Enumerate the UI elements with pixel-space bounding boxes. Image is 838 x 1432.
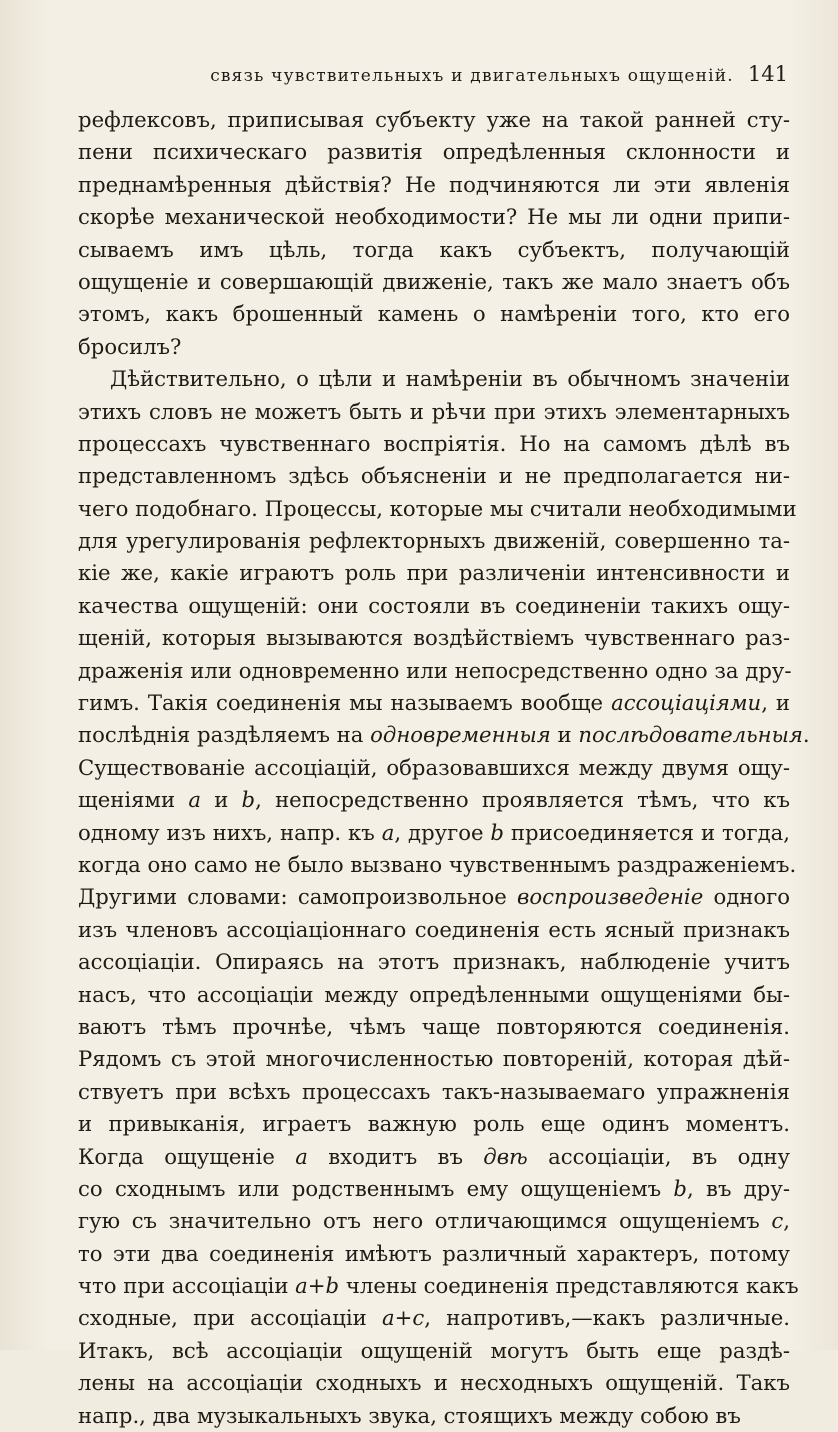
text-line [78,136,790,168]
text-segment: ощущеніе и совершающій движеніе, такъ же мало знаетъ объ [78,268,790,294]
text-line [78,1302,790,1334]
text-line [78,946,790,978]
italic-term: b [241,787,256,813]
text-line [78,104,790,136]
text-line [78,881,790,913]
italic-term: b [673,1175,687,1201]
text-segment: кіе же, какіе играютъ роль при различеніи интенсивности и [78,560,790,586]
text-segment: входитъ въ [307,1143,484,1169]
text-line [78,525,790,557]
text-segment: качества ощущеній: они состояли въ соединеніи такихъ ощу- [78,592,790,618]
text-segment: , [783,1208,790,1234]
text-segment: представленномъ здѣсь объясненіи и не предполагается ни- [78,463,790,489]
text-line [78,1367,790,1399]
text-line [78,1400,790,1432]
italic-term: a [188,787,201,813]
text-segment: что при ассоціаціи [78,1273,296,1299]
text-line [78,331,790,363]
italic-term: b [490,819,504,845]
text-line [78,655,790,687]
text-line [78,428,790,460]
text-line [78,1011,790,1043]
text-line [78,979,790,1011]
text-line [78,1270,799,1302]
text-line [78,914,790,946]
running-title: связь чувствительныхъ и двигательныхъ ощущеній. [210,66,734,86]
text-segment: Существованіе ассоціацій, образовавшихся между двумя ощу- [78,754,790,780]
text-segment: насъ, что ассоціаціи между опредѣленными ощущеніями бы- [78,981,790,1007]
text-line [78,557,790,589]
italic-term: двѣ [483,1143,528,1169]
text-segment: одного [703,884,790,910]
text-segment: послѣднія раздѣляемъ на [78,722,371,748]
text-segment: для урегулированія рефлекторныхъ движеній, совершенно та- [78,528,790,554]
text-segment: драженія или одновременно или непосредственно одно за дру- [78,657,792,683]
text-line [78,817,790,849]
text-segment: напр., два музыкальныхъ звука, стоящихъ между собою въ [78,1402,741,1428]
italic-term: a [295,1143,308,1169]
text-line [78,169,790,201]
italic-term: a [381,819,395,845]
text-segment: , другое [394,819,491,845]
text-segment: преднамѣренныя дѣйствія? Не подчиняются ли эти явленія [78,171,790,197]
text-segment: , напротивъ,—какъ различные. [424,1305,790,1331]
text-segment: , въ дру- [686,1175,790,1201]
text-segment: пени психическаго развитія опредѣленныя склонности и [78,139,790,165]
italic-term: c [771,1208,784,1234]
text-line [78,1141,790,1173]
text-segment: . [802,722,810,748]
text-line [78,1335,790,1367]
text-line [78,493,797,525]
text-line [78,849,797,881]
text-line [78,266,790,298]
text-line [78,752,790,784]
italic-term: a+c [382,1305,425,1331]
text-segment: гимъ. Такія соединенія мы называемъ вообще [78,690,612,716]
text-segment: одному изъ нихъ, напр. къ [78,819,382,845]
text-segment: , и [761,690,790,716]
italic-term: одновременныя [370,722,551,748]
text-line [78,1043,790,1075]
text-segment: щеній, которыя вызываются воздѣйствіемъ чувственнаго раз- [78,625,790,651]
text-segment: присоединяется и тогда, [504,819,790,845]
italic-term: воспроизведеніе [517,884,704,910]
text-segment: изъ членовъ ассоціаціоннаго соединенія есть ясный признакъ [78,916,790,942]
text-line [78,719,810,751]
text-segment: и привыканія, играетъ важную роль еще одинъ моментъ. [78,1111,790,1137]
italic-term: a+b [295,1273,340,1299]
text-segment: Итакъ, всѣ ассоціаціи ощущеній могутъ быть еще раздѣ- [78,1337,790,1363]
text-segment: этомъ, какъ брошенный камень о намѣреніи того, кто его [78,301,790,327]
text-segment: члены соединенія представляются какъ [339,1273,799,1299]
text-segment: Другими словами: самопроизвольное [78,884,518,910]
text-segment: ваютъ тѣмъ прочнѣе, чѣмъ чаще повторяются соединенія. [78,1013,790,1039]
text-line [78,784,790,816]
text-segment: и [550,722,579,748]
text-segment: сходные, при ассоціаціи [78,1305,382,1331]
text-segment: Дѣйствительно, о цѣли и намѣреніи въ обычномъ значеніи [110,366,790,392]
text-line [78,1205,790,1237]
text-line [78,298,790,330]
text-line [78,687,790,719]
text-segment: этихъ словъ не можетъ быть и рѣчи при этихъ элементарныхъ [78,398,790,424]
text-line [78,1108,790,1140]
text-segment: бросилъ? [78,333,182,359]
text-segment: скорѣе механической необходимости? Не мы ли одни припи- [78,204,790,230]
text-segment: ствуетъ при всѣхъ процессахъ такъ-называемаго упражненія [78,1078,790,1104]
text-segment: процессахъ чувственнаго воспріятія. Но на самомъ дѣлѣ въ [78,430,790,456]
italic-term: ассоціаціями [611,690,762,716]
text-line [78,1238,790,1270]
text-segment: щеніями [78,787,189,813]
text-segment: , непосредственно проявляется тѣмъ, что къ [255,787,790,813]
text-segment: рефлексовъ, приписывая субъекту уже на такой ранней сту- [78,107,790,132]
text-segment: лены на ассоціаціи сходныхъ и несходныхъ ощущеній. Такъ [78,1370,790,1396]
text-segment: ассоціаціи. Опираясь на этотъ признакъ, наблюденіе учитъ [78,949,790,975]
page-number: 141 [747,62,788,86]
text-segment: ассоціаціи, въ одну [527,1143,790,1169]
body-text [78,104,810,1432]
text-line [78,622,790,654]
text-segment: гую съ значительно отъ него отличающимся ощущеніемъ [78,1208,772,1234]
text-line [78,201,790,233]
text-segment: когда оно само не было вызвано чувственнымъ раздраженіемъ. [78,851,797,877]
italic-term: послѣдовательныя [578,722,803,748]
text-segment: Когда ощущеніе [78,1143,296,1169]
text-line [78,234,790,266]
text-line [78,1173,790,1205]
page-header [78,62,788,86]
text-segment: сываемъ имъ цѣль, тогда какъ субъектъ, получающій [78,236,790,262]
text-segment: и [200,787,242,813]
text-segment: чего подобнаго. Процессы, которые мы считали необходимыми [78,495,797,521]
text-line [78,1076,790,1108]
text-line [78,396,790,428]
text-line [78,460,790,492]
text-line [78,590,790,622]
text-segment: со сходнымъ или родственнымъ ему ощущеніемъ [78,1175,674,1201]
text-segment: Рядомъ съ этой многочисленностью повтореній, которая дѣй- [78,1046,790,1072]
text-segment: то эти два соединенія имѣютъ различный характеръ, потому [78,1240,790,1266]
text-line [78,363,790,395]
